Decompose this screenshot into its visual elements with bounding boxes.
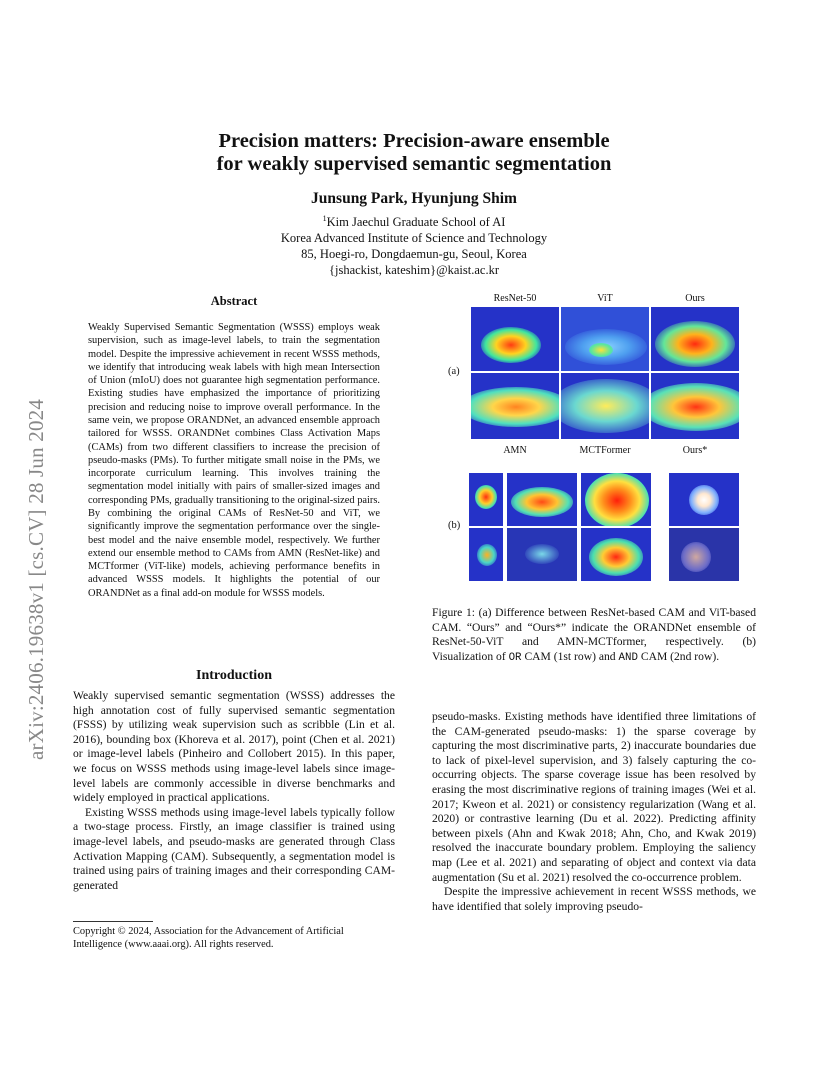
label-mctformer: MCTFormer (579, 445, 631, 456)
caption-or-code: OR (508, 652, 522, 665)
figure-tag-b: (b) (448, 520, 461, 531)
label-vit: ViT (597, 293, 613, 304)
paper-title (110, 130, 718, 176)
intro-paragraph-1: Weakly supervised semantic segmentation (WSSS) addresses the high annotation cost of fully supervised semantic segmentation (FSSS) by utilizing weak supervision such as scribble (Lin et al. 2016), bounding box (Khoreva et al. 2017), point (Chen et al. 2021) or image-level labels (Pinheiro and Collobert 2015). In this paper, we focus on WSSS methods using image-level labels since image-level labels are commonly accessible in diverse benchmarks and widely employed in practical applications. (73, 689, 395, 805)
affiliation-line-3: 85, Hoegi-ro, Dongdaemun-gu, Seoul, Korea (301, 247, 527, 261)
right-paragraph-2: Despite the impressive achievement in recent WSSS methods, we have identified that solely improving pseudo- (432, 885, 756, 913)
title-block (110, 130, 718, 278)
cam-image-b1-1 (468, 472, 504, 527)
label-ours: Ours (685, 293, 705, 304)
right-paragraph-1: pseudo-masks. Existing methods have identified three limitations of the CAM-generated pseudo-masks: 1) the sparse coverage by capturing the most discriminative parts, 2) inaccurate boundaries due to lack of pixel-level supervision, and 3) falsely capturing the co-occurring objects. The sparse coverage issue has been resolved by erasing the most discriminative regions of training images (Wei et al. 2017; Kweon et al. 2021) or consistency regularization (Wang et al. 2020) or contrastive learning (Du et al. 2022). Predicting affinity between pixels (Ahn and Kwak 2018; Ahn, Cho, and Kwak 2019) resolved the inaccurate boundary problem. Employing the saliency map (Lee et al. 2021) and separating of object and context via data augmentation (Su et al. 2021) resolved the co-occurrence problem. (432, 710, 756, 884)
copyright-footnote: Copyright © 2024, Association for the Advancement of Artificial Intelligence (www.aaai.org). All rights reserved. (73, 926, 344, 951)
abstract-heading: Abstract (210, 294, 258, 308)
cam-image-resnet50-1 (470, 306, 560, 372)
cam-image-b2-3 (580, 527, 652, 582)
cam-image-ours-2 (650, 372, 740, 440)
caption-part-1: Figure 1: (a) Difference between ResNet-based CAM and ViT-based CAM. “Ours” and “Ours*” indicate the ORANDNet ensemble of ResNet-50-ViT and AMN-MCTformer, respectively. (b) Visualization of (432, 606, 756, 664)
authors: Junsung Park, Hyunjung Shim (311, 190, 517, 207)
caption-and-code: AND (618, 652, 638, 665)
author-emails: {jshackist, kateshim}@kaist.ac.kr (328, 263, 499, 277)
cam-image-b2-2 (506, 527, 578, 582)
affiliation-superscript: 1 (322, 214, 327, 223)
title-line-1: Precision matters: Precision-aware ensemble (218, 130, 610, 152)
cam-image-resnet50-2 (470, 372, 560, 440)
affiliation-line-1: Kim Jaechul Graduate School of AI (326, 215, 506, 229)
label-resnet50: ResNet-50 (493, 293, 537, 304)
cam-image-vit-1 (560, 306, 650, 372)
cam-image-b1-4 (668, 472, 740, 527)
cam-image-ours-1 (650, 306, 740, 372)
intro-paragraph-2: Existing WSSS methods using image-level labels typically follow a two-stage process. Firstly, an image classifier is trained using image-level labels, and pseudo-masks are generated through Class Activation Mapping (CAM). Subsequently, a segmentation model is trained using pairs of training images and their corresponding CAM-generated (73, 805, 395, 892)
caption-part-2: CAM (1st row) and (521, 650, 619, 664)
arxiv-identifier: arXiv:2406.19638v1 [cs.CV] 28 Jun 2024 (24, 398, 48, 760)
cam-image-b1-3 (580, 472, 652, 527)
affiliation-line-2: Korea Advanced Institute of Science and Technology (280, 231, 548, 245)
figure-1-caption (432, 606, 756, 666)
abstract-text: Weakly Supervised Semantic Segmentation (WSSS) employs weak supervision, such as image-level labels, to train the segmentation model. Despite the impressive achievement in recent WSSS methods, we identify that introducing weak labels with high mean Intersection of Union (mIoU) does not guarantee high segmentation performance. Existing studies have emphasized the importance of prioritizing precision and reducing noise to improve overall performance. In the same vein, we propose ORANDNet, an advanced ensemble approach tailored for WSSS. ORANDNet combines Class Activation Maps (CAMs) from two different classifiers to increase the precision of pseudo-masks (PMs). To further mitigate small noise in the PMs, we incorporate curriculum learning. This involves training the segmentation model initially with pairs of smaller-sized images and corresponding PMs, gradually transitioning to the original-sized pairs. By combining the original CAMs of ResNet-50 and ViT, we significantly improve the segmentation performance over the single-best model and the naive ensemble model, respectively. We further extend our ensemble method to CAMs from AMN (ResNet-like) and MCTformer (ViT-like) models, achieving performance benefits in advanced WSSS models. It highlights the potential of our ORANDNet as a final add-on module for WSSS models. (88, 322, 380, 599)
introduction-body (73, 689, 395, 893)
label-amn: AMN (503, 445, 527, 456)
title-line-2: for weakly supervised semantic segmentation (216, 153, 612, 175)
cam-image-b1-2 (506, 472, 578, 527)
affiliation (110, 211, 718, 278)
cam-image-b2-4 (668, 527, 740, 582)
figure-tag-a: (a) (448, 366, 460, 377)
caption-part-3: CAM (2nd row). (637, 650, 720, 664)
cam-image-b2-1 (468, 527, 504, 582)
introduction-heading: Introduction (196, 668, 272, 683)
footnote-divider (73, 921, 153, 922)
cam-image-vit-2 (560, 372, 650, 440)
right-column-body (432, 710, 756, 914)
label-ours-star: Ours* (682, 445, 708, 456)
